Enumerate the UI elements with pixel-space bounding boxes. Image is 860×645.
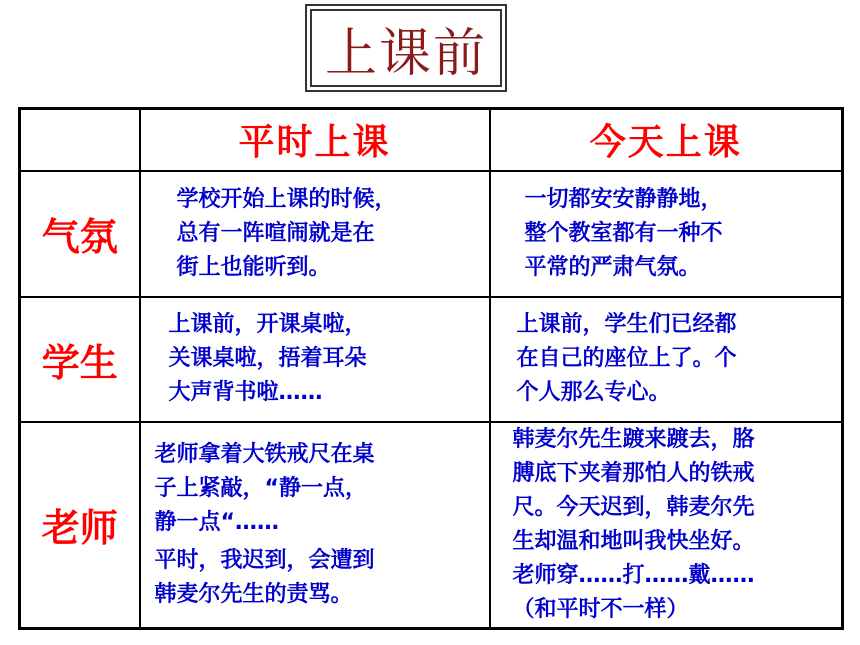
comparison-table bbox=[18, 107, 844, 630]
header-today: 今天上课 bbox=[490, 109, 843, 171]
row-label-teacher: 老师 bbox=[20, 422, 140, 629]
header-usual: 平时上课 bbox=[140, 109, 490, 171]
cell-students-today: 上课前，学生们已经都 在自己的座位上了。个 个人那么专心。 bbox=[490, 297, 843, 422]
header-corner bbox=[20, 109, 140, 171]
cell-atmosphere-usual: 学校开始上课的时候， 总有一阵喧闹就是在 街上也能听到。 bbox=[140, 171, 490, 297]
table-row bbox=[20, 171, 843, 297]
table-row bbox=[20, 297, 843, 422]
teacher-usual-paragraph-2: 平时，我迟到，会遭到 韩麦尔先生的责骂。 bbox=[154, 547, 375, 607]
cell-students-usual: 上课前，开课桌啦， 关课桌啦，捂着耳朵 大声背书啦…… bbox=[140, 297, 490, 422]
title-frame bbox=[305, 4, 507, 92]
cell-teacher-today: 韩麦尔先生踱来踱去，胳 膊底下夹着那怕人的铁戒 尺。今天迟到，韩麦尔先 生却温和地叫我快坐好。 老师穿……打……戴…… （和平时不一样） bbox=[490, 422, 843, 629]
teacher-usual-paragraph-1: 老师拿着大铁戒尺在桌 子上紧敲，“静一点， 静一点“…… bbox=[154, 441, 375, 535]
table-row bbox=[20, 422, 843, 629]
row-label-students: 学生 bbox=[20, 297, 140, 422]
row-label-atmosphere: 气氛 bbox=[20, 171, 140, 297]
header-row bbox=[20, 109, 843, 171]
cell-teacher-usual bbox=[140, 422, 490, 629]
cell-atmosphere-today: 一切都安安静静地， 整个教室都有一种不 平常的严肃气氛。 bbox=[490, 171, 843, 297]
page-title: 上课前 bbox=[310, 9, 502, 87]
